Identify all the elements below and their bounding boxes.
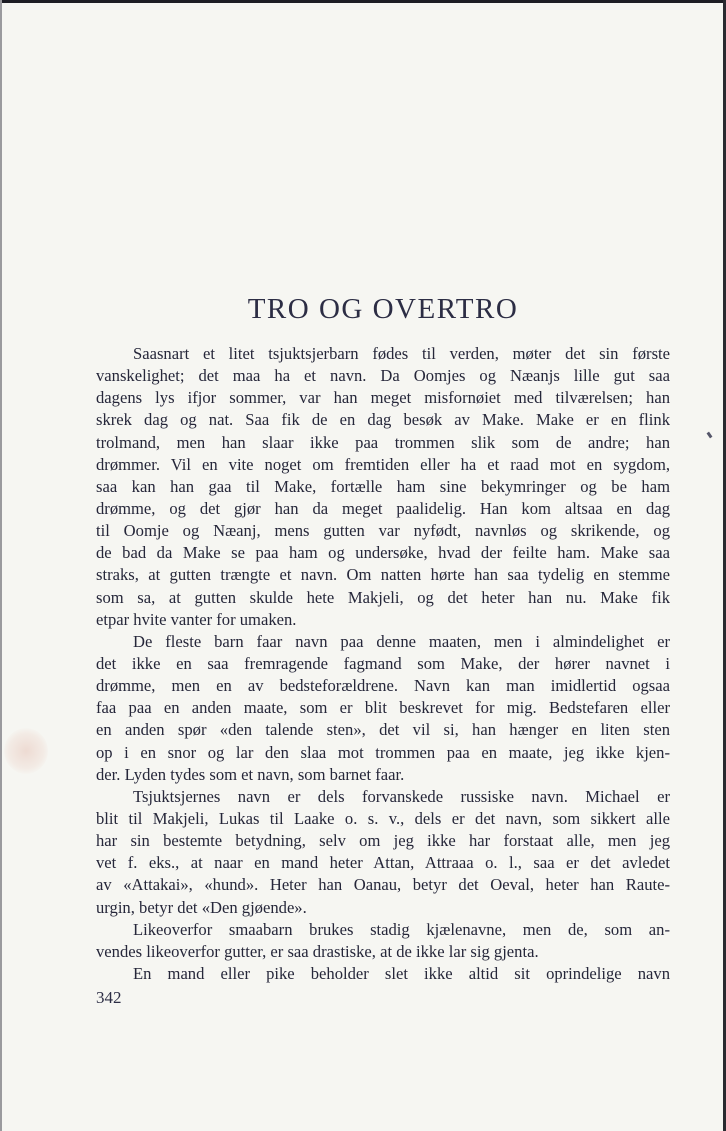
page-number: 342 [96,988,122,1007]
text-line: De fleste barn faar navn paa denne maaten, men i almindelighet er [133,631,670,651]
text-line: op i en snor og lar den slaa mot trommen paa en maate, jeg ikke kjen- [96,742,670,762]
text-line: vet f. eks., at naar en mand heter Attan, Attraaa o. l., saa er det avledet [96,853,670,873]
text-line: straks, at gutten trængte et navn. Om natten hørte han saa tydelig en stemme [96,565,670,585]
chapter-title: TRO OG OVERTRO [247,293,519,325]
text-line: det ikke en saa fremragende fagmand som Make, der hører navnet i [96,653,670,673]
text-line: har sin bestemte betydning, selv om jeg ikke har forstaat alle, men jeg [96,831,670,851]
text-line: der. Lyden tydes som et navn, som barnet faar. [96,764,405,784]
text-line: dagens lys ifjor sommer, var han meget misfornøiet med tilværelsen; han [96,388,670,408]
text-line: skrek dag og nat. Saa fik de en dag besøk av Make. Make er en flink [96,410,670,430]
text-line: urgin, betyr det «Den gjøende». [96,897,307,917]
text-line: En mand eller pike beholder slet ikke altid sit oprindelige navn [133,963,670,983]
text-line: de bad da Make se paa ham og undersøke, hvad der feilte ham. Make saa [96,543,670,563]
text-line: en anden spør «den talende sten», det vil si, han hænger en liten sten [96,720,670,740]
text-line: vanskelighet; det maa ha et navn. Da Oomjes og Næanjs lille gut saa [96,366,670,386]
page-edge-left [0,0,2,1131]
ink-speck [707,432,713,439]
text-line: etpar hvite vanter for umaken. [96,609,297,629]
text-line: drømme, og det gjør han da meget paalidelig. Han kom altsaa en dag [96,498,670,518]
text-line: til Oomje og Næanj, mens gutten var nyfødt, navnløs og skrikende, og [96,521,670,541]
text-line: Saasnart et litet tsjuktsjerbarn fødes til verden, møter det sin første [133,344,670,363]
text-line: vendes likeoverfor gutter, er saa drastiske, at de ikke lar sig gjenta. [96,941,539,961]
paper-stain [4,728,48,774]
text-line: som sa, at gutten skulde hete Makjeli, og det heter han nu. Make fik [96,587,670,607]
body-text [96,343,670,985]
text-line: trolmand, men han slaar ikke paa trommen slik som de andre; han [96,432,670,452]
text-line: faa paa en anden maate, som er blit beskrevet for mig. Bedstefaren eller [96,698,670,718]
text-line: Likeoverfor smaabarn brukes stadig kjælenavne, men de, som an- [133,919,670,939]
text-line: blit til Makjeli, Lukas til Laake o. s. v., dels er det navn, som sikkert alle [96,808,670,828]
text-line: drømme, men en av bedsteforældrene. Navn kan man imidlertid ogsaa [96,676,670,696]
text-line: av «Attakai», «hund». Heter han Oanau, betyr det Oeval, heter han Raute- [96,875,670,895]
page-edge-top [0,0,726,3]
text-line: saa kan han gaa til Make, fortælle ham sine bekymringer og be ham [96,476,670,496]
text-line: Tsjuktsjernes navn er dels forvanskede russiske navn. Michael er [133,786,670,806]
text-line: drømmer. Vil en vite noget om fremtiden eller ha et raad mot en sygdom, [96,454,670,474]
